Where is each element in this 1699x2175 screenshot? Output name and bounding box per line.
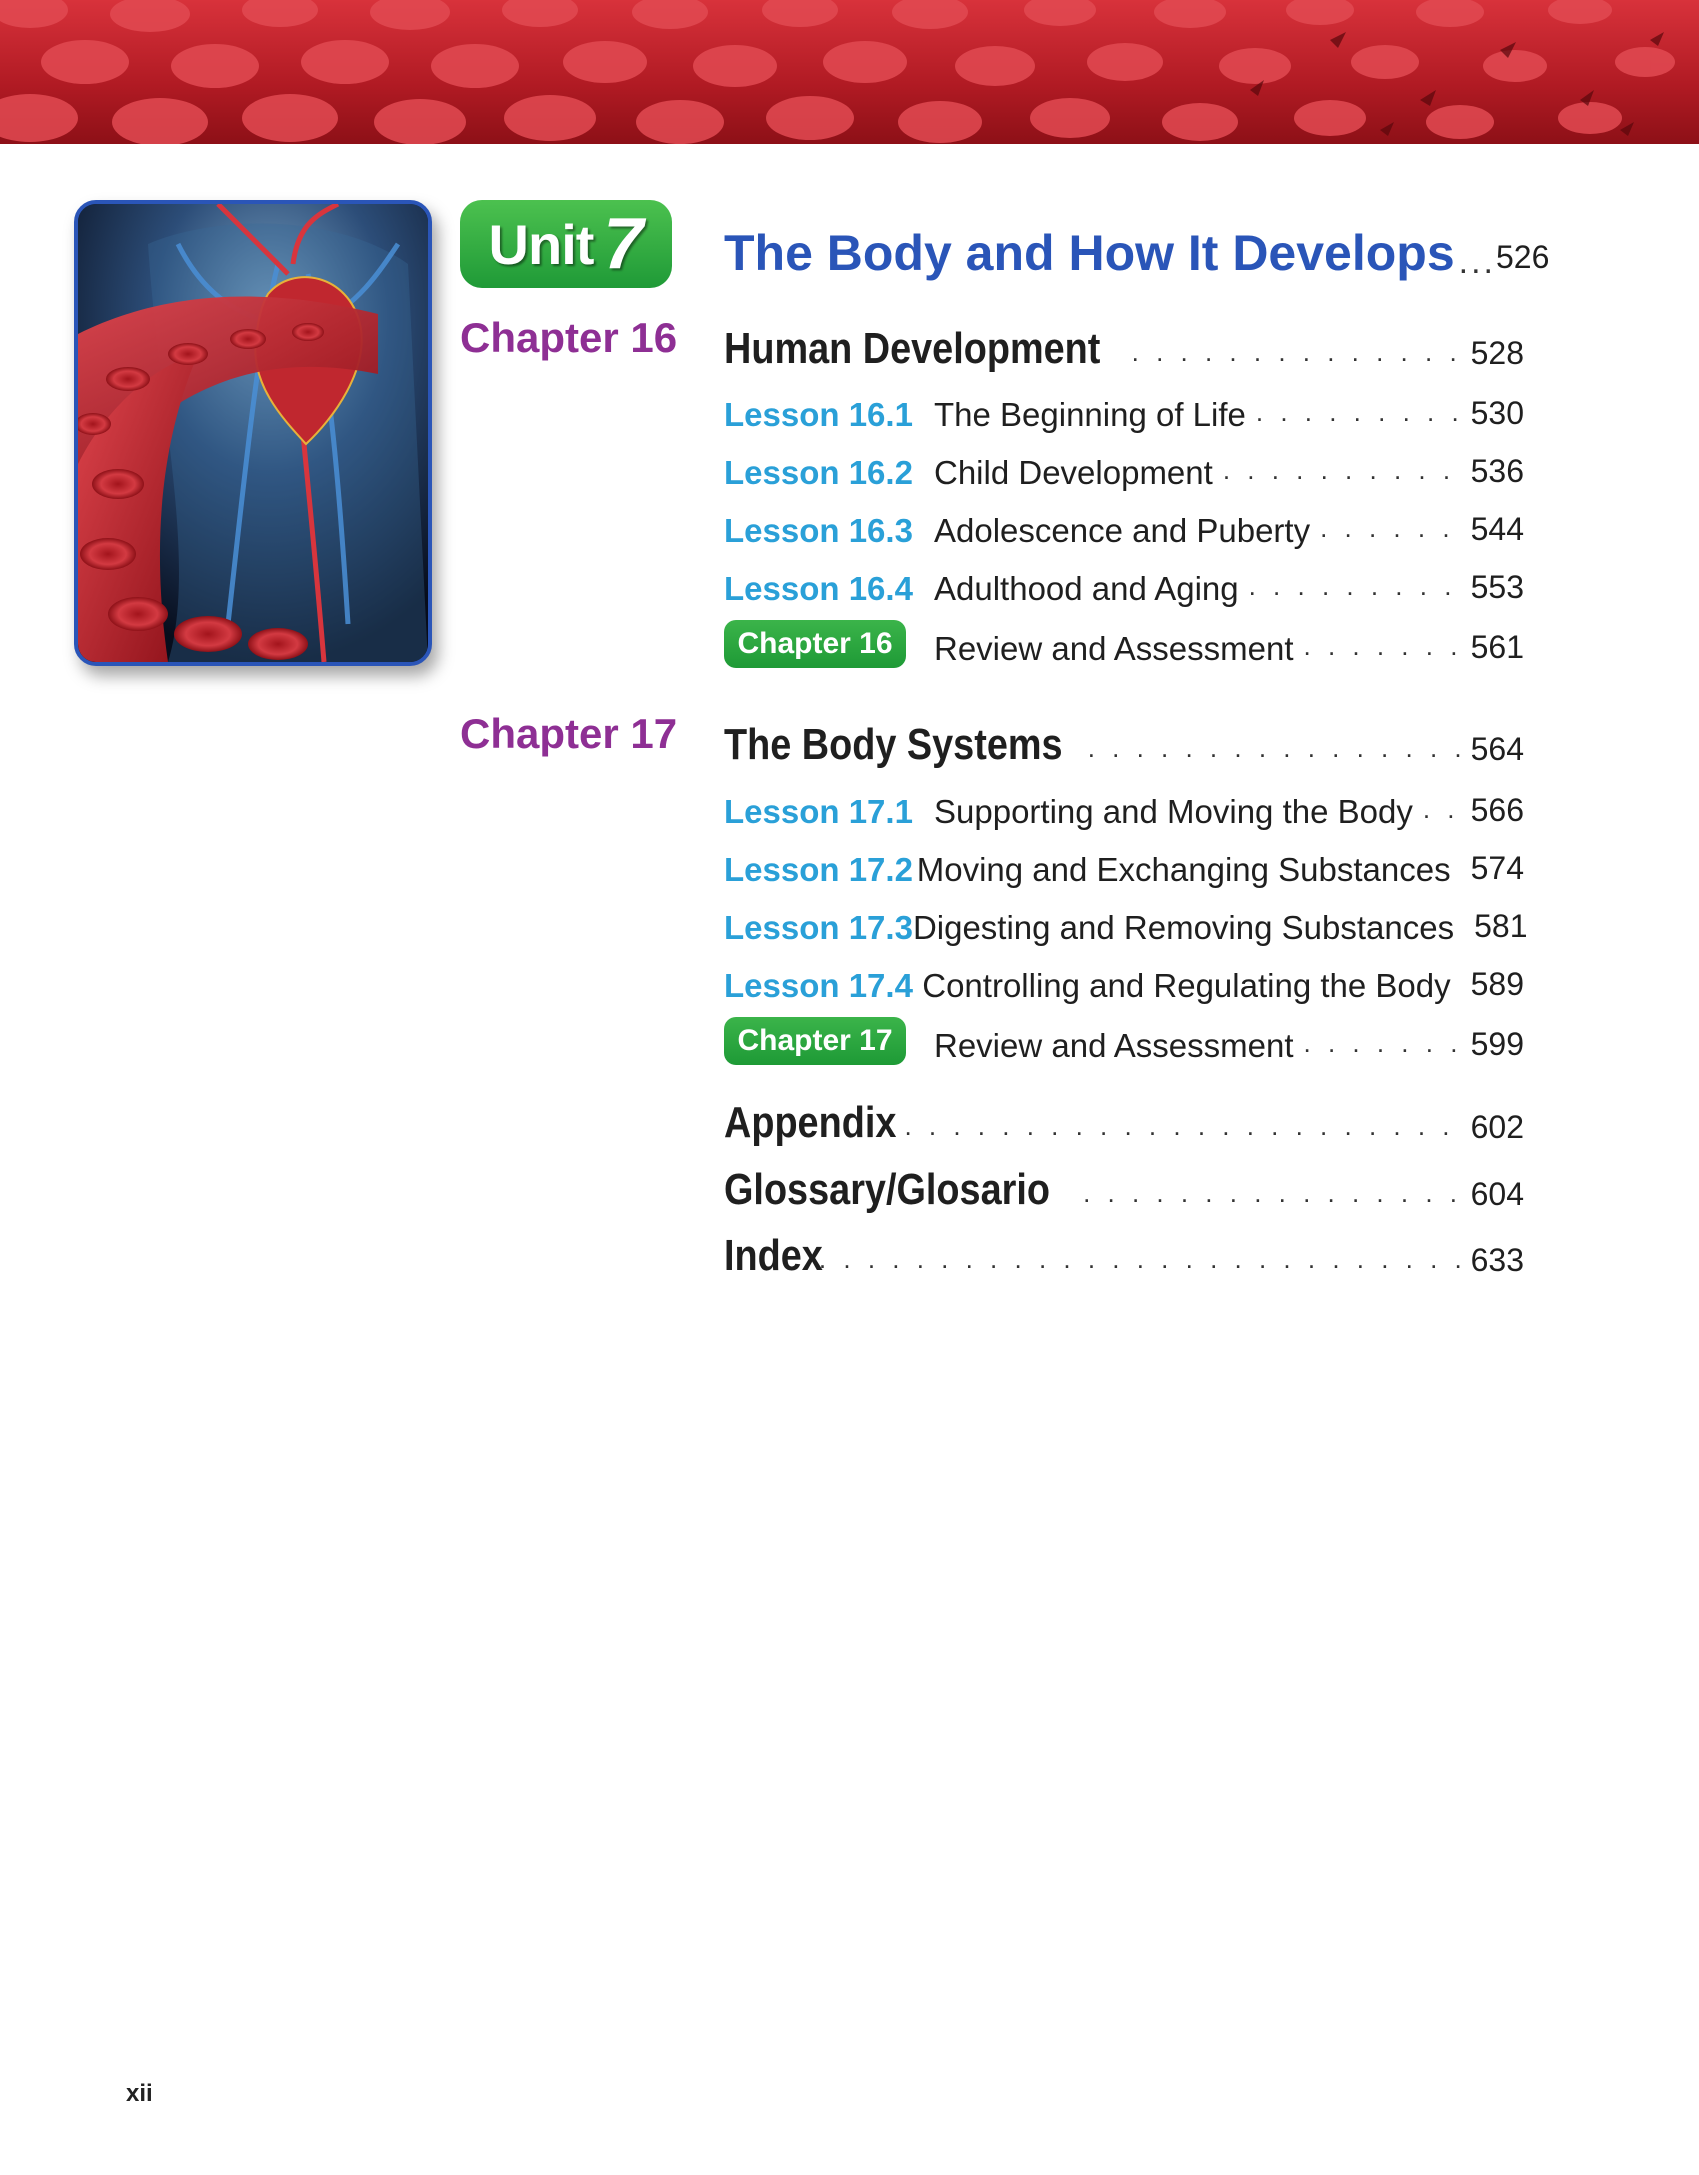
- lesson-page: 536: [1470, 453, 1524, 489]
- lesson-page: 581: [1474, 908, 1528, 944]
- dot-leader: [1304, 631, 1461, 668]
- review-page: 599: [1470, 1026, 1524, 1062]
- chapter-review-badge: Chapter 17: [724, 1017, 906, 1065]
- dot-leader: [904, 1111, 1460, 1148]
- review-page: 561: [1470, 629, 1524, 665]
- chapter-16-entry[interactable]: [724, 310, 1524, 374]
- unit-word: Unit: [488, 212, 594, 276]
- dot-leader: [1423, 794, 1461, 831]
- chapter-page: 528: [1470, 335, 1524, 371]
- chapter-17-entry[interactable]: [724, 706, 1524, 770]
- lesson-17-3[interactable]: [724, 897, 1528, 947]
- lesson-16-2[interactable]: [724, 442, 1524, 492]
- lesson-17-2[interactable]: [724, 839, 1524, 889]
- blood-cell-pattern: [0, 0, 1699, 144]
- dot-leader: [819, 1244, 1461, 1281]
- chapter-page: 564: [1470, 731, 1524, 767]
- dot-leader: [1256, 397, 1461, 434]
- lesson-page: 553: [1470, 569, 1524, 605]
- chapter-16-review[interactable]: [724, 614, 1524, 668]
- lesson-number: Lesson 17.4: [724, 967, 913, 1004]
- lesson-number: Lesson 16.1: [724, 396, 913, 433]
- lesson-16-1[interactable]: [724, 384, 1524, 434]
- unit-title-row[interactable]: [724, 210, 1550, 282]
- chapter-title: The Body Systems: [724, 720, 1063, 769]
- index-entry[interactable]: [724, 1217, 1524, 1281]
- chapter-16-label: Chapter 16: [460, 314, 678, 361]
- lesson-16-3[interactable]: [724, 500, 1524, 550]
- back-matter-page: 633: [1470, 1242, 1524, 1278]
- lesson-page: 589: [1470, 966, 1524, 1002]
- chapter-17-review[interactable]: [724, 1011, 1524, 1065]
- dot-leader: [1320, 513, 1461, 550]
- lesson-number: Lesson 17.1: [724, 793, 913, 830]
- lesson-title: Supporting and Moving the Body: [934, 793, 1413, 830]
- unit-title: The Body and How It Develops: [724, 225, 1455, 281]
- lesson-title: Moving and Exchanging Substances: [916, 851, 1451, 888]
- lesson-17-4[interactable]: [724, 955, 1524, 1005]
- chapter-title: Human Development: [724, 324, 1101, 373]
- dot-leader: [1249, 571, 1461, 608]
- lesson-number: Lesson 17.2: [724, 851, 913, 888]
- lesson-17-1[interactable]: [724, 781, 1524, 831]
- dot-leader: [1304, 1028, 1461, 1065]
- back-matter-title: Glossary/Glosario: [724, 1165, 1050, 1214]
- lesson-page: 574: [1470, 850, 1524, 886]
- lesson-number: Lesson 16.2: [724, 454, 913, 491]
- decorative-banner: [0, 0, 1699, 144]
- lesson-title: Controlling and Regulating the Body: [922, 967, 1451, 1004]
- back-matter-page: 604: [1470, 1176, 1524, 1212]
- lesson-page: 566: [1470, 792, 1524, 828]
- page-folio: xii: [126, 2080, 153, 2107]
- lesson-title: Adolescence and Puberty: [934, 512, 1311, 549]
- lesson-page: 544: [1470, 511, 1524, 547]
- lesson-number: Lesson 17.3: [724, 909, 913, 946]
- chapter-17-label: Chapter 17: [460, 710, 678, 757]
- unit-badge: [460, 200, 672, 288]
- lesson-title: Digesting and Removing Substances: [912, 909, 1455, 946]
- appendix-entry[interactable]: [724, 1084, 1524, 1148]
- lesson-page: 530: [1470, 395, 1524, 431]
- review-title: Review and Assessment: [934, 1027, 1294, 1064]
- lesson-title: Child Development: [934, 454, 1213, 491]
- review-title: Review and Assessment: [934, 630, 1294, 667]
- hero-image: [74, 200, 432, 666]
- heart-illustration: [78, 204, 428, 662]
- dot-leader: [1088, 733, 1461, 770]
- lesson-title: The Beginning of Life: [934, 396, 1246, 433]
- dot-leader: [1223, 455, 1461, 492]
- back-matter-title: Index: [724, 1231, 823, 1280]
- lesson-16-4[interactable]: [724, 558, 1524, 608]
- back-matter-title: Appendix: [724, 1098, 897, 1147]
- chapter-review-badge: Chapter 16: [724, 620, 906, 668]
- dot-leader: ...: [1458, 243, 1496, 281]
- dot-leader: [1083, 1178, 1461, 1215]
- lesson-number: Lesson 16.4: [724, 570, 913, 607]
- unit-number: 7: [603, 204, 644, 284]
- unit-page: 526: [1495, 239, 1550, 275]
- lesson-number: Lesson 16.3: [724, 512, 913, 549]
- back-matter-page: 602: [1470, 1109, 1524, 1145]
- lesson-title: Adulthood and Aging: [934, 570, 1239, 607]
- glossary-entry[interactable]: [724, 1151, 1524, 1215]
- dot-leader: [1132, 337, 1461, 374]
